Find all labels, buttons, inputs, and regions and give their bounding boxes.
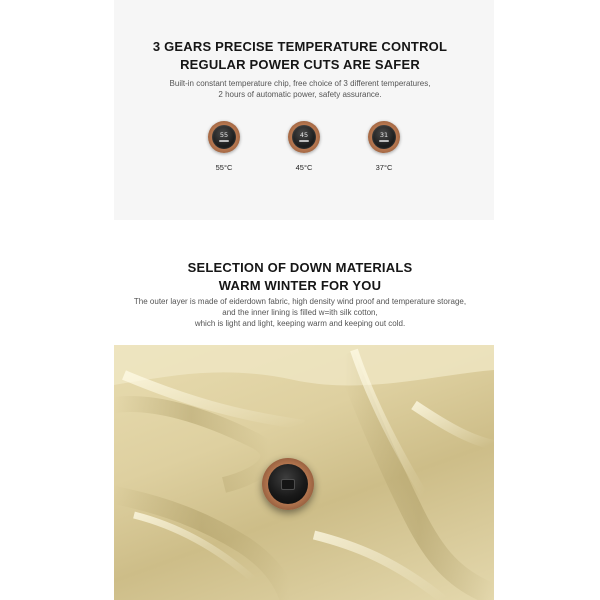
temperature-desc-line1: Built-in constant temperature chip, free choice of 3 different temperatures, [169, 79, 431, 88]
gear-55 [194, 121, 254, 172]
temperature-controller-icon [262, 458, 314, 510]
gear-37 [354, 121, 414, 172]
down-fabric-photo [114, 345, 494, 600]
materials-title-line1: SELECTION OF DOWN MATERIALS [187, 260, 413, 275]
knob-display: 31 [379, 131, 389, 139]
materials-desc-line3: which is light and light, keeping warm and keeping out cold. [194, 319, 406, 328]
gear-45 [274, 121, 334, 172]
temperature-panel [114, 0, 494, 220]
temperature-knob-icon [288, 121, 320, 153]
knob-display: 45 [299, 131, 309, 139]
materials-title-line2: WARM WINTER FOR YOU [218, 278, 382, 293]
temperature-title-line1: 3 GEARS PRECISE TEMPERATURE CONTROL [152, 39, 448, 54]
gear-label: 37°C [375, 163, 393, 172]
temperature-desc-line2: 2 hours of automatic power, safety assurance. [218, 90, 382, 99]
gear-label: 45°C [295, 163, 313, 172]
temperature-knob-icon [208, 121, 240, 153]
knob-display: 55 [219, 131, 229, 139]
temperature-title-line2: REGULAR POWER CUTS ARE SAFER [180, 57, 420, 72]
materials-desc-line1: The outer layer is made of eiderdown fabric, high density wind proof and temperature storage, [133, 297, 467, 306]
gear-label: 55°C [215, 163, 233, 172]
temperature-knob-icon [368, 121, 400, 153]
materials-desc-line2: and the inner lining is filled w=ith silk cotton, [222, 308, 378, 317]
